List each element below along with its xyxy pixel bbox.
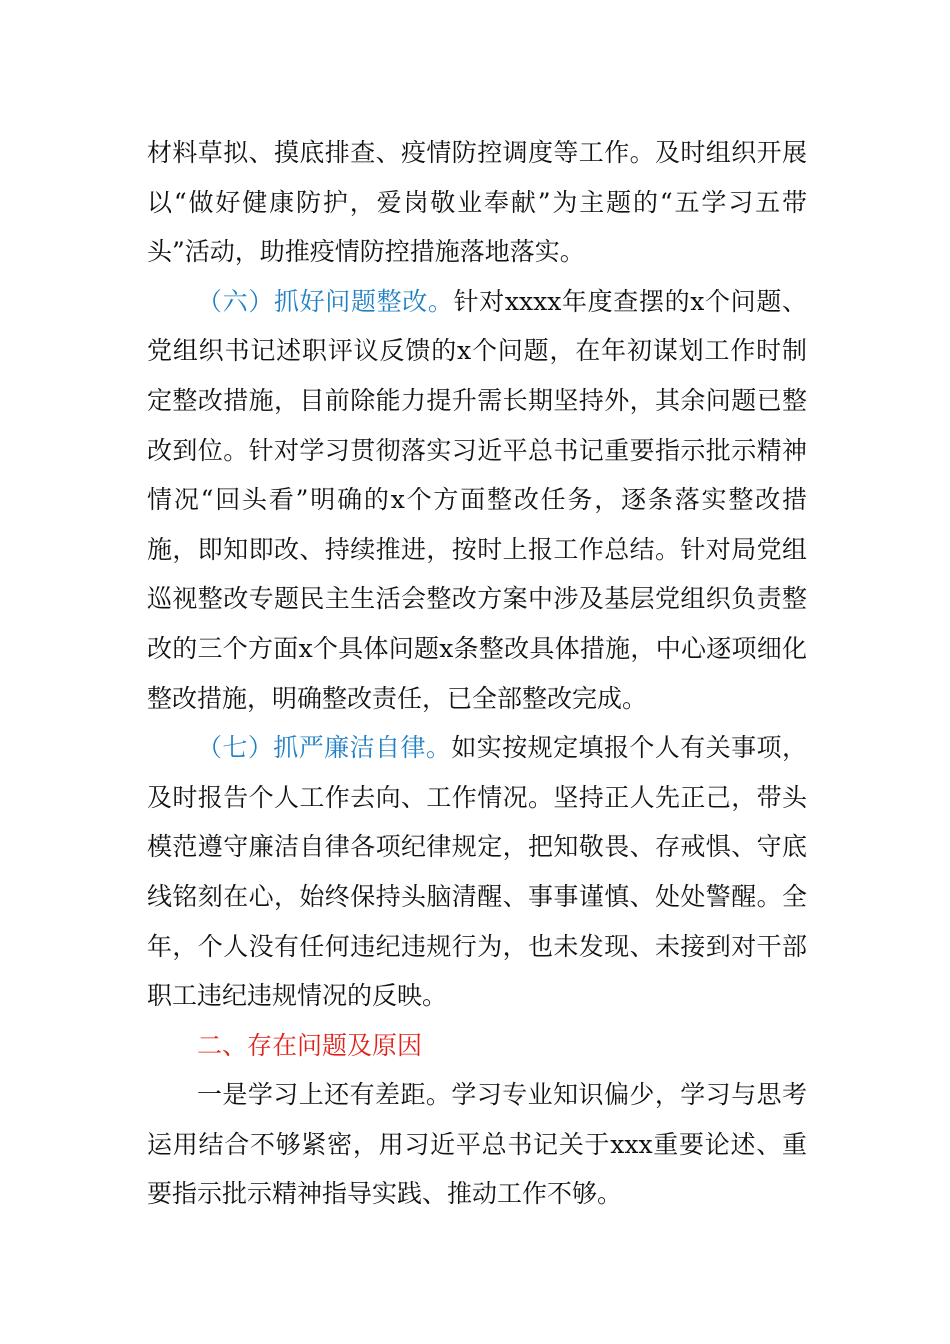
document-body bbox=[147, 128, 807, 1219]
paragraph-integrity-text: 如实按规定填报个人有关事项，及时报告个人工作去向、工作情况。坚持正人先正己，带头模范遵守廉洁自律各项纪律规定，把知敬畏、存戒惧、守底线铭刻在心，始终保持头脑清醒、事事谨慎、处处警醒。全年，个人没有任何违纪违规行为，也未发现、未接到对干部职工违纪违规情况的反映。 bbox=[147, 733, 807, 1011]
section-label-seven: （七）抓严廉洁自律。 bbox=[197, 733, 452, 763]
paragraph-rectification bbox=[147, 277, 807, 723]
paragraph-rectification-text: 针对xxxx年度查摆的x个问题、党组织书记述职评议反馈的x个问题，在年初谋划工作时制定整改措施，目前除能力提升需长期坚持外，其余问题已整改到位。针对学习贯彻落实习近平总书记重要指示批示精神情况“回头看”明确的x个方面整改任务，逐条落实整改措施，即知即改、持续推进，按时上报工作总结。针对局党组巡视整改专题民主生活会整改方案中涉及基层党组织负责整改的三个方面x个具体问题x条整改具体措施，中心逐项细化整改措施，明确整改责任，已全部整改完成。 bbox=[147, 286, 807, 713]
section-heading-problems: 二、存在问题及原因 bbox=[197, 1030, 423, 1060]
paragraph-integrity bbox=[147, 723, 807, 1021]
paragraph-epidemic-work: 材料草拟、摸底排查、疫情防控调度等工作。及时组织开展以“做好健康防护，爱岗敬业奉献”为主题的“五学习五带头”活动，助推疫情防控措施落地落实。 bbox=[147, 138, 807, 267]
section-label-six: （六）抓好问题整改。 bbox=[197, 286, 454, 316]
paragraph-study-gap: 一是学习上还有差距。学习专业知识偏少，学习与思考运用结合不够紧密，用习近平总书记关于xxx重要论述、重要指示批示精神指导实践、推动工作不够。 bbox=[147, 1080, 807, 1209]
